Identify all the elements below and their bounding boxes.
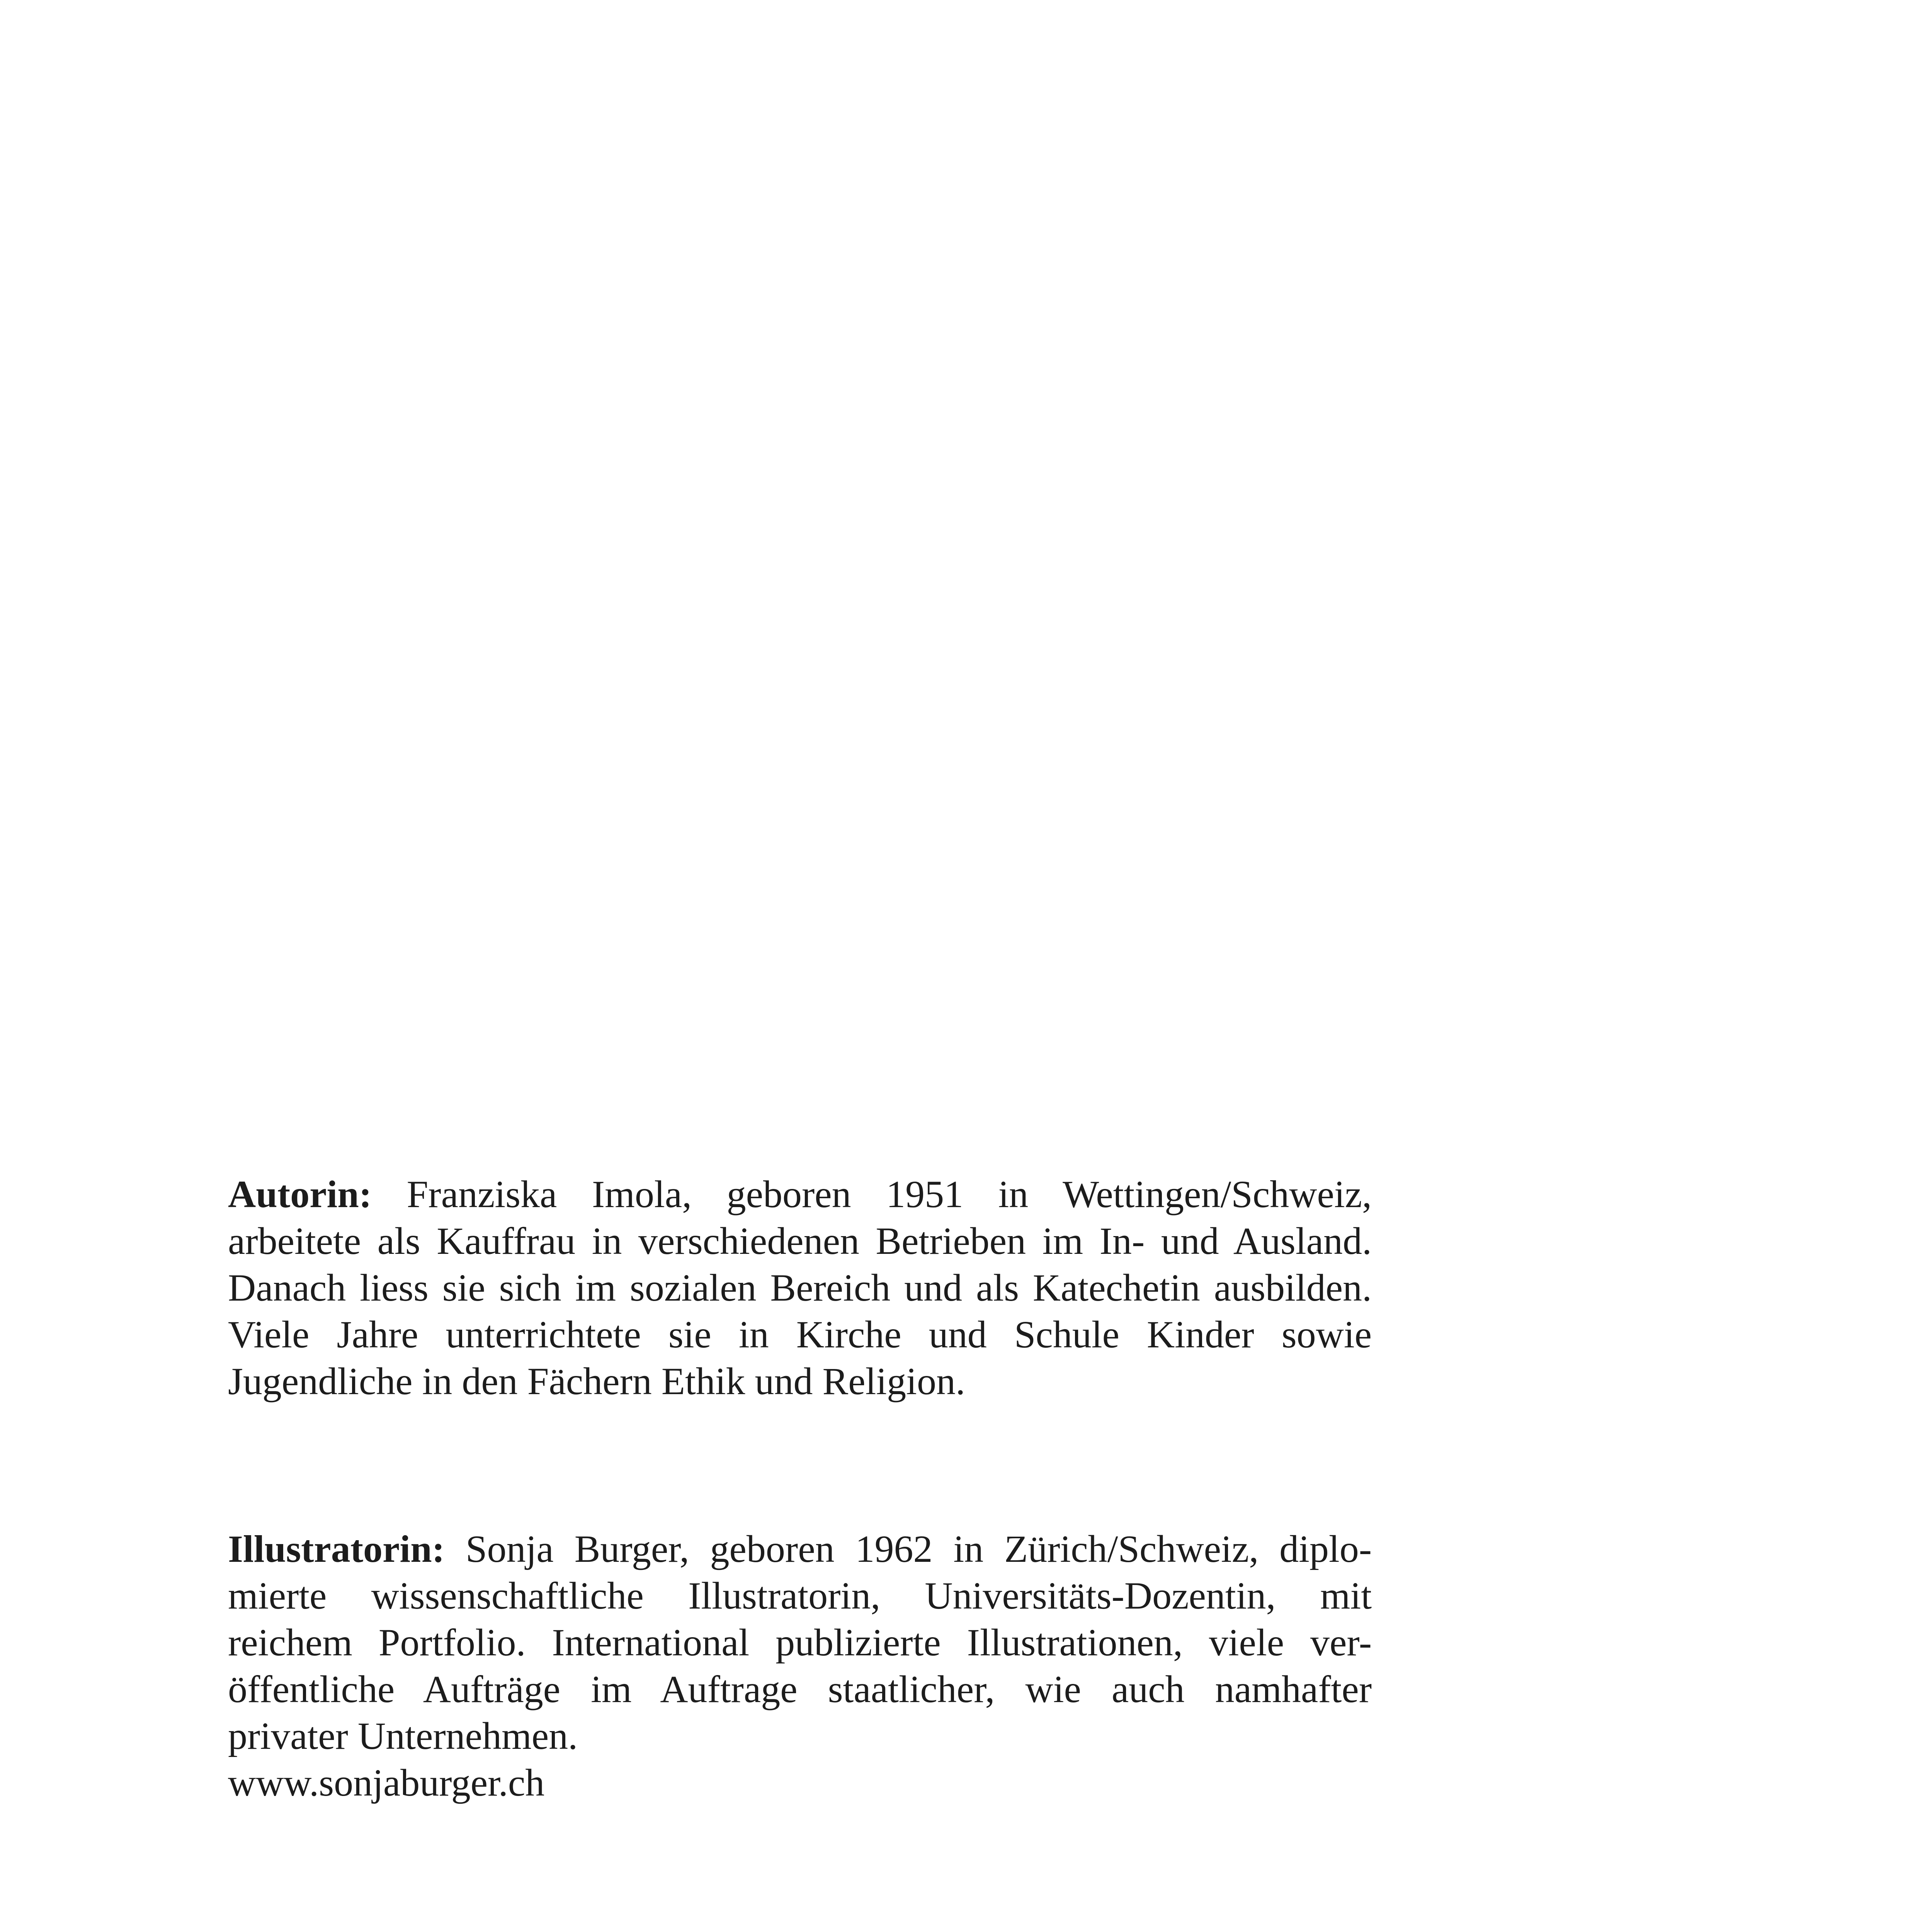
author-bio-line-3: Danach liess sie sich im sozialen Bereich und als Katechetin ausbilden. [228,1266,1372,1309]
illustrator-bio-line-3: reichem Portfolio. International publizierte Illustrationen, viele ver- [228,1621,1372,1664]
author-bio [228,1171,1372,1405]
illustrator-bio [228,1526,1372,1806]
illustrator-bio-line-2: mierte wissenschaftliche Illustratorin, Universitäts-Dozentin, mit [228,1574,1372,1617]
author-bio-line-2: arbeitete als Kauffrau in verschiedenen Betrieben im In- und Ausland. [228,1219,1372,1262]
author-bio-text-1: Franziska Imola, geboren 1951 in Wettingen/Schweiz, [372,1173,1372,1216]
author-bio-line-4: Viele Jahre unterrichtete sie in Kirche und Schule Kinder sowie [228,1313,1372,1356]
illustrator-bio-text-1: Sonja Burger, geboren 1962 in Zürich/Schweiz, diplo- [445,1527,1372,1570]
illustrator-bio-line-5: privater Unternehmen. [228,1714,578,1757]
author-label: Autorin: [228,1173,372,1216]
illustrator-bio-line-4: öffentliche Aufträge im Auftrage staatlicher, wie auch namhafter [228,1668,1372,1711]
illustrator-label: Illustratorin: [228,1527,445,1570]
illustrator-website-link[interactable]: www.sonjaburger.ch [228,1761,545,1804]
author-bio-line-5: Jugendliche in den Fächern Ethik und Religion. [228,1360,965,1403]
author-bio-line-1 [228,1171,1372,1218]
illustrator-bio-line-1 [228,1526,1372,1572]
